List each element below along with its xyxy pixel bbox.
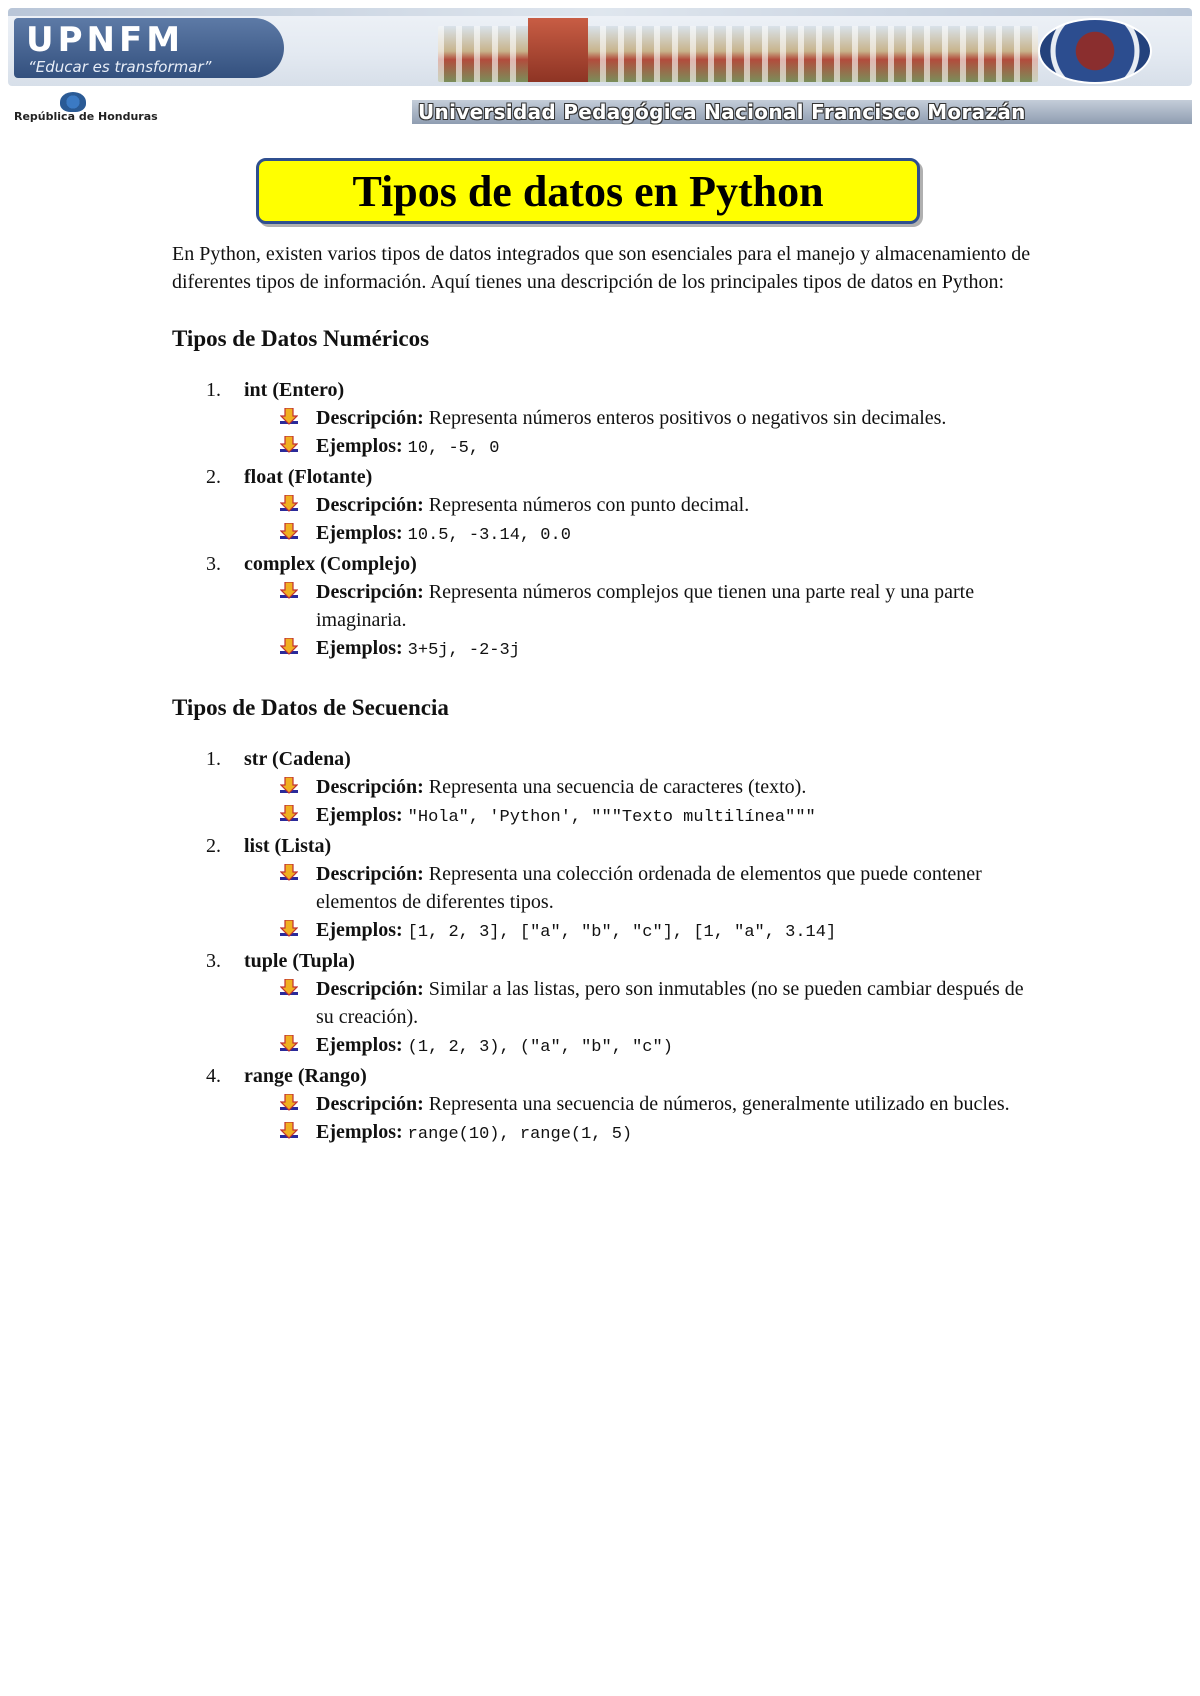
examples-label: Ejemplos:	[316, 637, 403, 659]
description-label: Descripción:	[316, 581, 424, 603]
type-name: float (Flotante)	[244, 466, 373, 488]
intro-paragraph: En Python, existen varios tipos de datos integrados que son esenciales para el manejo y almacenamiento de diferentes tipos de información. Aquí tienes una descripción de los principales tipos de datos en Python:	[172, 243, 1031, 293]
arrow-bullet-icon	[280, 805, 298, 825]
examples-code: [1, 2, 3], ["a", "b", "c"], [1, "a", 3.14]	[407, 923, 837, 942]
page-title: Tipos de datos en Python	[352, 166, 824, 216]
list-item	[172, 745, 1032, 832]
arrow-bullet-icon	[280, 523, 298, 543]
examples-row	[244, 1031, 1032, 1062]
description-text: Representa una colección ordenada de elementos que puede contener elementos de diferentes tipos.	[316, 863, 982, 913]
examples-label: Ejemplos:	[316, 435, 403, 457]
detail-list	[244, 860, 1032, 947]
description-text: Similar a las listas, pero son inmutables (no se pueden cambiar después de su creación).	[316, 978, 1024, 1028]
list-item	[172, 947, 1032, 1062]
item-number: 1.	[206, 379, 221, 401]
item-number: 3.	[206, 950, 221, 972]
item-number: 3.	[206, 553, 221, 575]
description-label: Descripción:	[316, 978, 424, 1000]
type-list	[172, 745, 1032, 1149]
examples-code: range(10), range(1, 5)	[407, 1125, 633, 1144]
item-number: 2.	[206, 466, 221, 488]
logo-slogan: “Educar es transformar”	[28, 58, 212, 76]
header-banner	[8, 8, 1192, 86]
arrow-bullet-icon	[280, 582, 298, 602]
examples-label: Ejemplos:	[316, 1034, 403, 1056]
detail-list	[244, 578, 1032, 665]
banner-top-strip	[8, 8, 1192, 16]
examples-label: Ejemplos:	[316, 919, 403, 941]
arrow-bullet-icon	[280, 777, 298, 797]
examples-row	[244, 801, 1032, 832]
arrow-bullet-icon	[280, 1122, 298, 1142]
examples-row	[244, 634, 1032, 665]
description-row	[244, 578, 1032, 634]
sections-container	[172, 324, 1032, 1149]
section-heading: Tipos de Datos de Secuencia	[172, 695, 449, 720]
arrow-bullet-icon	[280, 495, 298, 515]
description-row	[244, 1090, 1032, 1118]
university-seal-icon	[1038, 18, 1152, 84]
section-heading: Tipos de Datos Numéricos	[172, 326, 430, 351]
campus-tower	[528, 18, 588, 82]
title-box	[256, 158, 920, 224]
item-number: 2.	[206, 835, 221, 857]
examples-code: (1, 2, 3), ("a", "b", "c")	[407, 1038, 673, 1057]
examples-label: Ejemplos:	[316, 804, 403, 826]
description-label: Descripción:	[316, 407, 424, 429]
detail-list	[244, 773, 1032, 832]
examples-code: 10.5, -3.14, 0.0	[407, 526, 571, 545]
document-body	[172, 240, 1032, 1149]
examples-code: "Hola", 'Python', """Texto multilínea"""	[407, 808, 816, 827]
examples-label: Ejemplos:	[316, 1121, 403, 1143]
examples-code: 3+5j, -2-3j	[407, 641, 520, 660]
description-row	[244, 404, 1032, 432]
arrow-bullet-icon	[280, 864, 298, 884]
list-item	[172, 463, 1032, 550]
detail-list	[244, 975, 1032, 1062]
type-name: int (Entero)	[244, 379, 345, 401]
honduras-coat-of-arms-icon	[60, 92, 86, 112]
examples-row	[244, 916, 1032, 947]
examples-row	[244, 1118, 1032, 1149]
country-label: República de Honduras	[14, 110, 158, 123]
examples-label: Ejemplos:	[316, 522, 403, 544]
description-label: Descripción:	[316, 776, 424, 798]
type-name: tuple (Tupla)	[244, 950, 355, 972]
arrow-bullet-icon	[280, 1035, 298, 1055]
arrow-bullet-icon	[280, 920, 298, 940]
list-item	[172, 550, 1032, 665]
description-label: Descripción:	[316, 494, 424, 516]
type-name: str (Cadena)	[244, 748, 351, 770]
description-text: Representa números con punto decimal.	[428, 494, 750, 516]
logo-text: UPNFM	[26, 20, 185, 60]
type-name: list (Lista)	[244, 835, 332, 857]
description-text: Representa números enteros positivos o negativos sin decimales.	[428, 407, 947, 429]
type-list	[172, 376, 1032, 665]
description-text: Representa una secuencia de números, generalmente utilizado en bucles.	[428, 1093, 1010, 1115]
item-number: 4.	[206, 1065, 221, 1087]
description-row	[244, 860, 1032, 916]
arrow-bullet-icon	[280, 436, 298, 456]
arrow-bullet-icon	[280, 638, 298, 658]
university-name: Universidad Pedagógica Nacional Francisco Morazán	[418, 100, 1026, 124]
campus-photo	[438, 26, 1038, 82]
list-item	[172, 1062, 1032, 1149]
examples-code: 10, -5, 0	[407, 439, 500, 458]
description-text: Representa una secuencia de caracteres (texto).	[428, 776, 807, 798]
list-item	[172, 832, 1032, 947]
item-number: 1.	[206, 748, 221, 770]
detail-list	[244, 1090, 1032, 1149]
examples-row	[244, 519, 1032, 550]
upnfm-logo	[14, 18, 284, 78]
description-row	[244, 773, 1032, 801]
description-row	[244, 491, 1032, 519]
list-item	[172, 376, 1032, 463]
arrow-bullet-icon	[280, 979, 298, 999]
type-name: complex (Complejo)	[244, 553, 417, 575]
description-row	[244, 975, 1032, 1031]
detail-list	[244, 404, 1032, 463]
arrow-bullet-icon	[280, 408, 298, 428]
examples-row	[244, 432, 1032, 463]
detail-list	[244, 491, 1032, 550]
arrow-bullet-icon	[280, 1094, 298, 1114]
description-text: Representa números complejos que tienen una parte real y una parte imaginaria.	[316, 581, 975, 631]
description-label: Descripción:	[316, 1093, 424, 1115]
description-label: Descripción:	[316, 863, 424, 885]
type-name: range (Rango)	[244, 1065, 367, 1087]
